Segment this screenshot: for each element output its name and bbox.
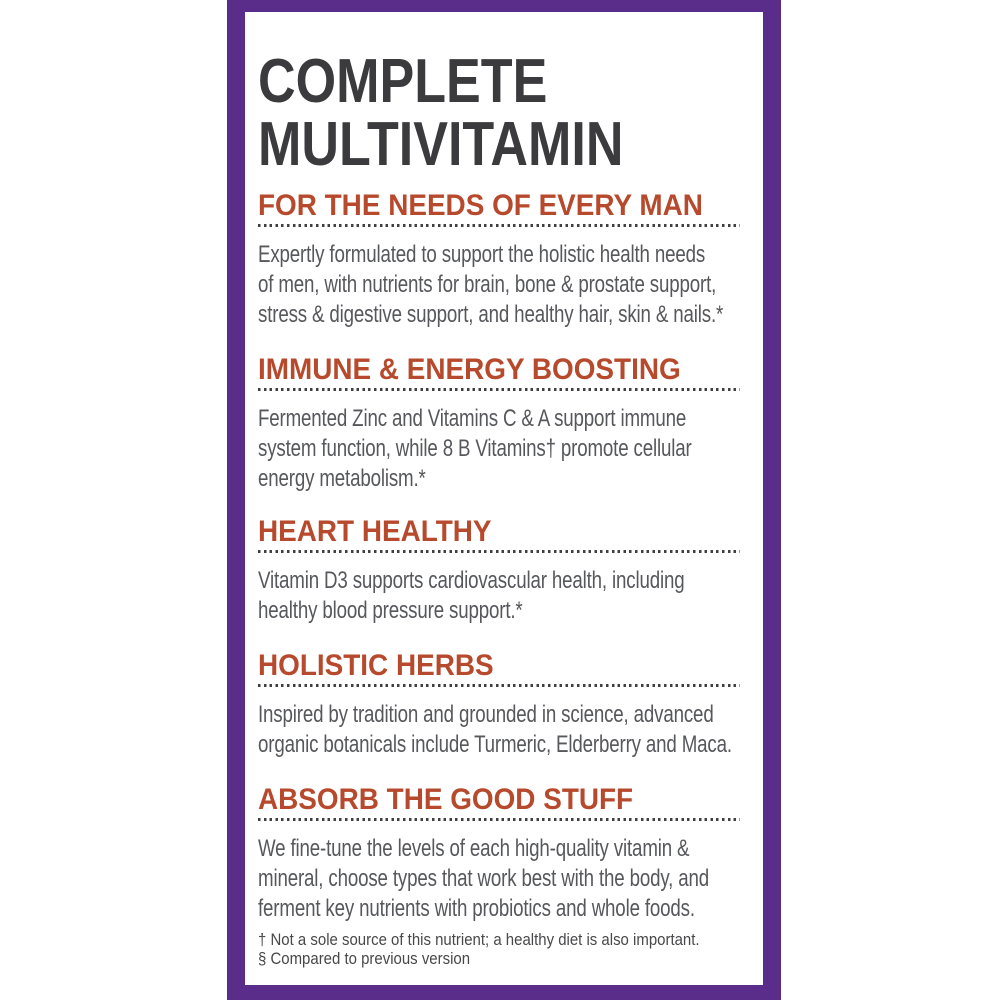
body-line [258, 464, 740, 494]
section-heading [258, 355, 740, 388]
body-line [258, 700, 740, 730]
body-line [258, 300, 740, 330]
product-title-line-2: MULTIVITAMIN [258, 110, 624, 179]
body-line [258, 596, 740, 626]
section-absorb-the-good-stuff [258, 785, 740, 924]
body-line [258, 730, 740, 760]
body-line-text: system function, while 8 B Vitamins† promote cellular [258, 435, 692, 462]
body-line-text: of men, with nutrients for brain, bone & prostate support, [258, 271, 717, 298]
section-holistic-herbs [258, 651, 740, 760]
body-line-text: Expertly formulated to support the holistic health needs [258, 241, 706, 268]
section-heading-text: ABSORB THE GOOD STUFF [258, 783, 634, 816]
body-line [258, 270, 740, 300]
body-line-text: mineral, choose types that work best with the body, and [258, 865, 710, 892]
section-heading [258, 785, 740, 818]
footnote-section-sign [258, 949, 740, 968]
product-title-line-1: COMPLETE [258, 47, 548, 116]
body-line [258, 834, 740, 864]
dotted-divider [258, 388, 740, 391]
body-line-text: Vitamin D3 supports cardiovascular health, including [258, 567, 685, 594]
body-line [258, 864, 740, 894]
body-line-text: healthy blood pressure support.* [258, 597, 523, 624]
section-heading-text: IMMUNE & ENERGY BOOSTING [258, 353, 681, 386]
section-heading-text: HOLISTIC HERBS [258, 649, 494, 682]
footnotes [258, 930, 740, 968]
section-heading [258, 517, 740, 550]
footnote-text: † Not a sole source of this nutrient; a healthy diet is also important. [258, 930, 700, 949]
body-line-text: energy metabolism.* [258, 465, 426, 492]
body-line-text: ferment key nutrients with probiotics and whole foods. [258, 895, 695, 922]
body-line [258, 566, 740, 596]
footnote-text: § Compared to previous version [258, 949, 471, 968]
body-line-text: Fermented Zinc and Vitamins C & A support immune [258, 405, 687, 432]
section-for-the-needs-of-every-man [258, 191, 740, 330]
section-heading [258, 651, 740, 684]
body-line-text: stress & digestive support, and healthy hair, skin & nails.* [258, 301, 724, 328]
body-line [258, 434, 740, 464]
section-heading-text: HEART HEALTHY [258, 515, 492, 548]
dotted-divider [258, 684, 740, 687]
body-line [258, 240, 740, 270]
body-line [258, 894, 740, 924]
dotted-divider [258, 224, 740, 227]
body-line-text: organic botanicals include Turmeric, Elderberry and Maca. [258, 731, 732, 758]
section-immune-energy-boosting [258, 355, 740, 494]
footnote-dagger [258, 930, 740, 949]
dotted-divider [258, 550, 740, 553]
section-heading [258, 191, 740, 224]
body-line [258, 404, 740, 434]
product-title [258, 47, 740, 179]
dotted-divider [258, 818, 740, 821]
section-heart-healthy [258, 517, 740, 626]
section-heading-text: FOR THE NEEDS OF EVERY MAN [258, 189, 703, 222]
body-line-text: Inspired by tradition and grounded in science, advanced [258, 701, 714, 728]
label-panel [245, 12, 763, 985]
body-line-text: We fine-tune the levels of each high-quality vitamin & [258, 835, 690, 862]
